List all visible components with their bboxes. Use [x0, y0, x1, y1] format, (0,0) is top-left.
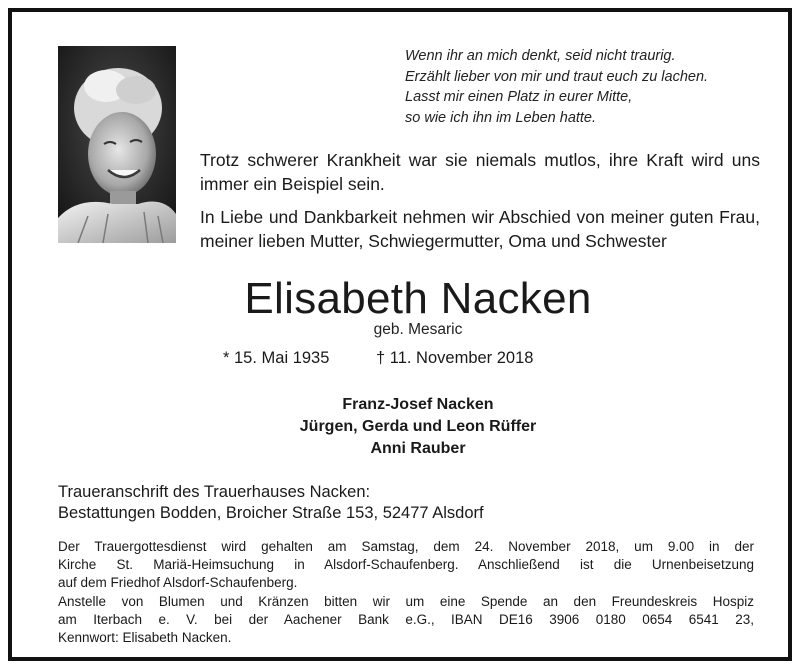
notes-line: Kennwort: Elisabeth Nacken.: [58, 630, 232, 646]
intro-paragraph-farewell: In Liebe und Dankbarkeit nehmen wir Abschied von meiner guten Frau, meiner lieben Mutter, Schwiegermutter, Oma und Schwester: [200, 207, 760, 251]
poem-line: Wenn ihr an mich denkt, seid nicht traurig.: [405, 48, 676, 64]
notes-line: auf dem Friedhof Alsdorf-Schaufenberg.: [58, 575, 298, 591]
death-date: † 11. November 2018: [376, 349, 534, 367]
family-list: [12, 394, 796, 460]
notes-line: Der Trauergottesdienst wird gehalten am Samstag, dem 24. November 2018, um 9.00 in der: [58, 539, 754, 554]
family-member: Anni Rauber: [370, 440, 466, 457]
deceased-name: Elisabeth Nacken: [244, 274, 592, 323]
service-notes: [58, 538, 754, 647]
address-line: Traueranschrift des Trauerhauses Nacken:: [58, 483, 371, 501]
life-dates: [223, 349, 533, 368]
notes-line: Anstelle von Blumen und Kränzen bitten wir um eine Spende an den Freundeskreis Hospiz: [58, 593, 754, 609]
notes-line: Kirche St. Mariä-Heimsuchung in Alsdorf-Schaufenberg. Anschließend ist die Urnenbeisetzung: [58, 557, 754, 573]
maiden-name: geb. Mesaric: [373, 321, 463, 338]
mourning-address: [58, 482, 484, 524]
poem-line: Erzählt lieber von mir und traut euch zu lachen.: [405, 68, 709, 85]
intro-paragraph-courage: Trotz schwerer Krankheit war sie niemals mutlos, ihre Kraft wird uns immer ein Beispiel sein.: [200, 150, 760, 194]
poem-line: so wie ich ihn im Leben hatte.: [405, 109, 597, 126]
poem-line: Lasst mir einen Platz in eurer Mitte,: [405, 89, 633, 105]
obituary-frame: [8, 8, 792, 661]
poem: [405, 46, 708, 128]
address-line: Bestattungen Bodden, Broicher Straße 153, 52477 Alsdorf: [58, 504, 484, 522]
family-member: Franz-Josef Nacken: [342, 396, 494, 413]
portrait-photo: [58, 46, 176, 243]
birth-date: * 15. Mai 1935: [223, 349, 330, 367]
portrait-image: [58, 46, 176, 243]
notes-line: am Iterbach e. V. bei der Aachener Bank e.G., IBAN DE16 3906 0180 0654 6541 23,: [58, 611, 754, 627]
family-member: Jürgen, Gerda und Leon Rüffer: [299, 418, 537, 435]
